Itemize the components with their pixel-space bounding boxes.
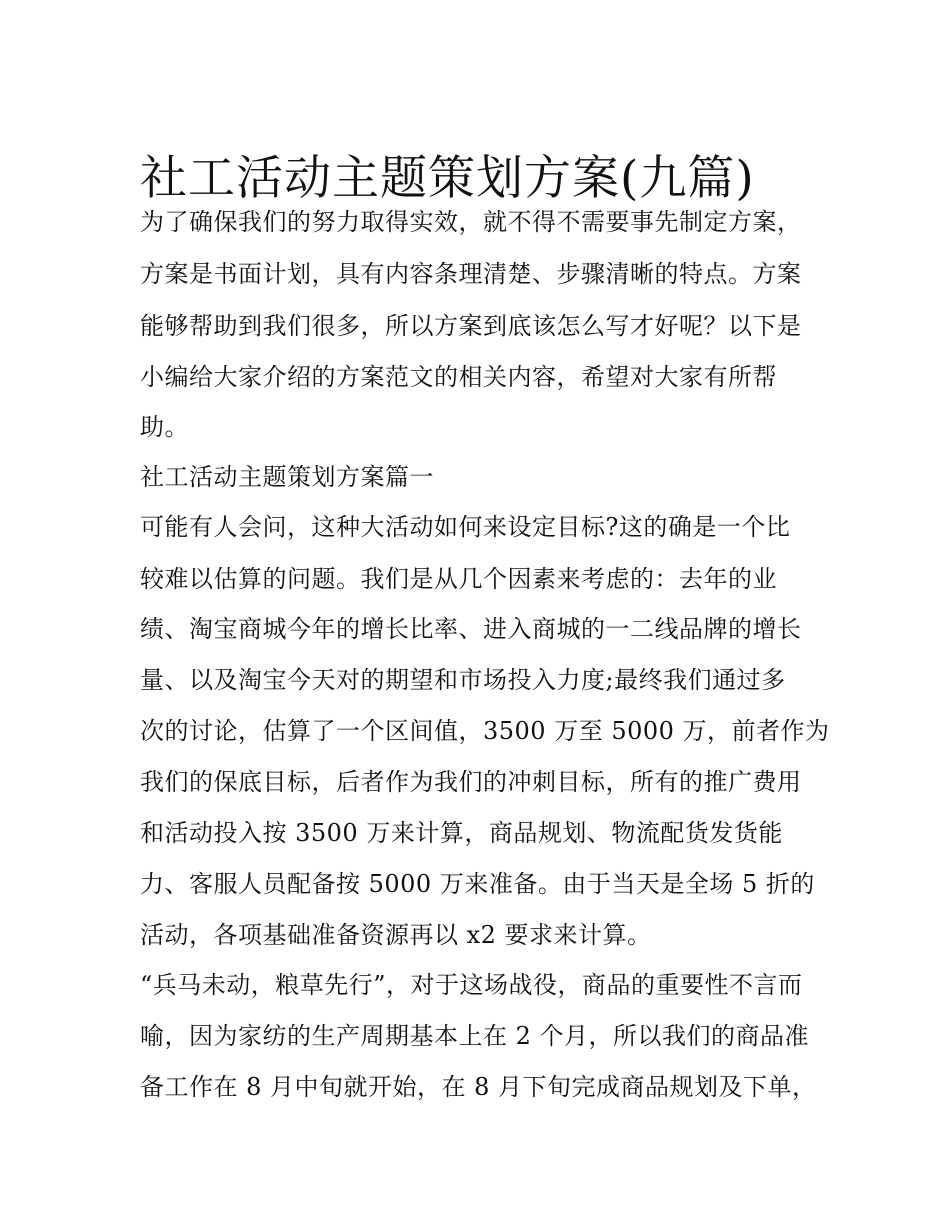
paragraph-line: 我们的保底目标，后者作为我们的冲刺目标，所有的推广费用 [140, 768, 802, 796]
paragraph-line: 活动，各项基础准备资源再以 x2 要求来计算。 [140, 921, 652, 949]
paragraph-line: 为了确保我们的努力取得实效，就不得不需要事先制定方案， [140, 208, 802, 236]
paragraph-line: 次的讨论，估算了一个区间值，3500 万至 5000 万，前者作为 [140, 717, 830, 745]
paragraph-line: 方案是书面计划，具有内容条理清楚、步骤清晰的特点。方案 [140, 260, 802, 288]
paragraph-line: 量、以及淘宝今天对的期望和市场投入力度;最终我们通过多 [140, 666, 786, 694]
paragraph-line: “兵马未动，粮草先行”，对于这场战役，商品的重要性不言而 [140, 971, 803, 999]
paragraph-line: 绩、淘宝商城今年的增长比率、进入商城的一二线品牌的增长 [140, 615, 802, 643]
paragraph-line: 可能有人会问，这种大活动如何来设定目标?这的确是一个比 [140, 513, 791, 541]
paragraph-line: 和活动投入按 3500 万来计算，商品规划、物流配货发货能 [140, 819, 783, 847]
paragraph-line: 备工作在 8 月中旬就开始，在 8 月下旬完成商品规划及下单， [140, 1073, 817, 1101]
paragraph-line: 较难以估算的问题。我们是从几个因素来考虑的：去年的业 [140, 565, 777, 593]
paragraph-line: 能够帮助到我们很多，所以方案到底该怎么写才好呢？以下是 [140, 312, 802, 340]
paragraph-line: 力、客服人员配备按 5000 万来准备。由于当天是全场 5 折的 [140, 870, 815, 898]
section-heading: 社工活动主题策划方案篇一 [140, 463, 434, 491]
paragraph-line: 助。 [140, 413, 189, 441]
paragraph-line: 喻，因为家纺的生产周期基本上在 2 个月，所以我们的商品准 [140, 1022, 810, 1050]
document-title: 社工活动主题策划方案(九篇) [140, 151, 755, 207]
paragraph-line: 小编给大家介绍的方案范文的相关内容，希望对大家有所帮 [140, 363, 777, 391]
